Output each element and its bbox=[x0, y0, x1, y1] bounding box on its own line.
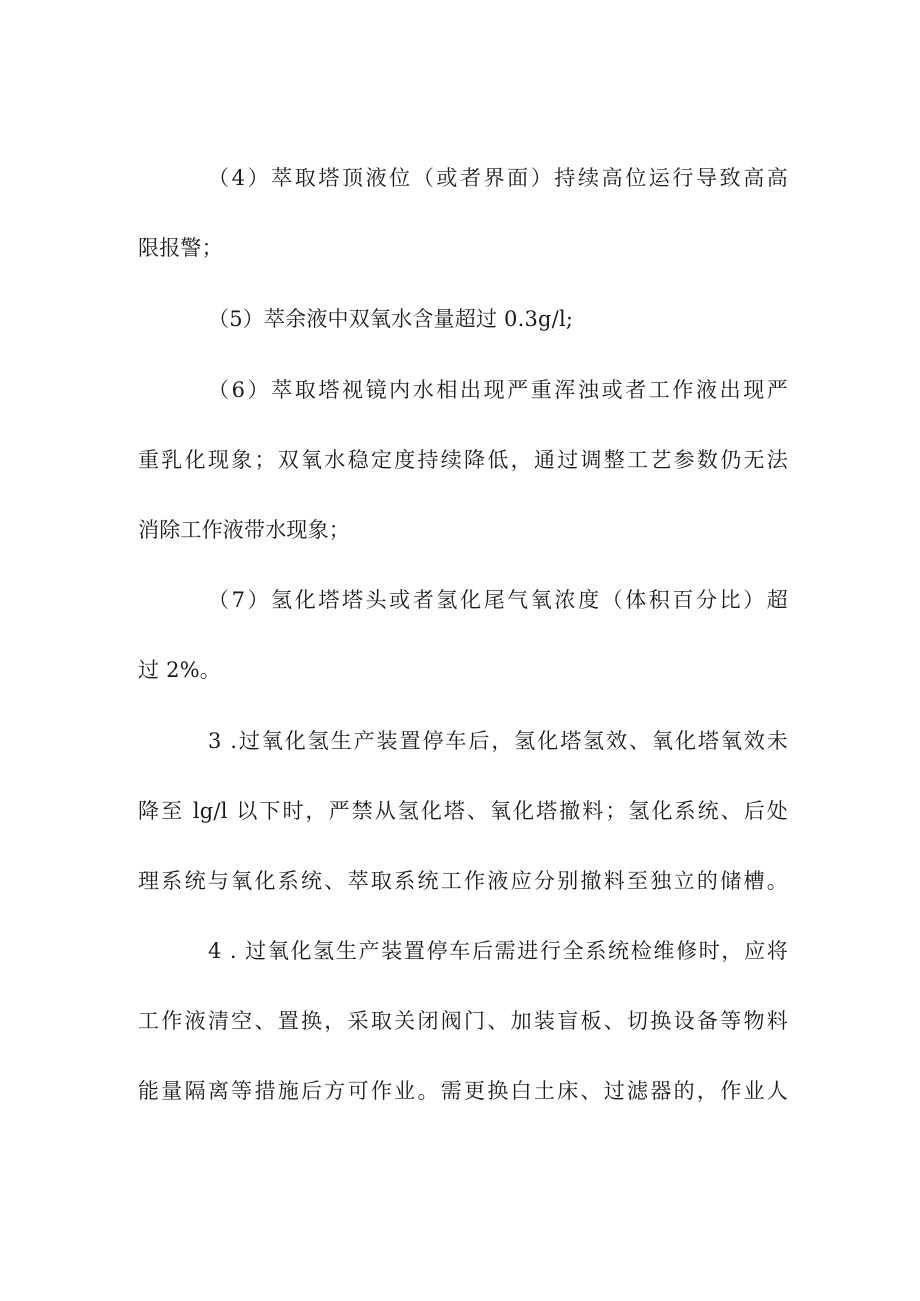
text-line: （6）萃取塔视镜内水相出现严重浑浊或者工作液出现严 bbox=[208, 378, 788, 402]
text-line: 工作液清空、置换，采取关闭阀门、加装盲板、切换设备等物料 bbox=[138, 1009, 788, 1033]
text-line: 限报警； bbox=[138, 236, 223, 260]
text-line: 过 2%。 bbox=[138, 658, 221, 682]
text-line: （7）氢化塔塔头或者氢化尾气氧浓度（体积百分比）超 bbox=[208, 588, 788, 612]
text-line: 能量隔离等措施后方可作业。需更换白土床、过滤器的，作业人 bbox=[138, 1079, 788, 1103]
text-line: 消除工作液带水现象； bbox=[138, 518, 350, 542]
text-line: 理系统与氧化系统、萃取系统工作液应分别撤料至独立的储槽。 bbox=[138, 869, 788, 893]
text-line: 重乳化现象；双氧水稳定度持续降低，通过调整工艺参数仍无法 bbox=[138, 448, 788, 472]
text-line: （5）萃余液中双氧水含量超过 0.3g/l; bbox=[208, 307, 574, 331]
text-line: 4 . 过氧化氢生产装置停车后需进行全系统检维修时，应将 bbox=[208, 939, 788, 963]
text-line: 降至 lg/l 以下时，严禁从氢化塔、氧化塔撤料；氢化系统、后处 bbox=[138, 799, 788, 823]
text-line: （4）萃取塔顶液位（或者界面）持续高位运行导致高高 bbox=[208, 166, 788, 190]
text-line: 3 .过氧化氢生产装置停车后，氢化塔氢效、氧化塔氧效未 bbox=[208, 729, 788, 753]
